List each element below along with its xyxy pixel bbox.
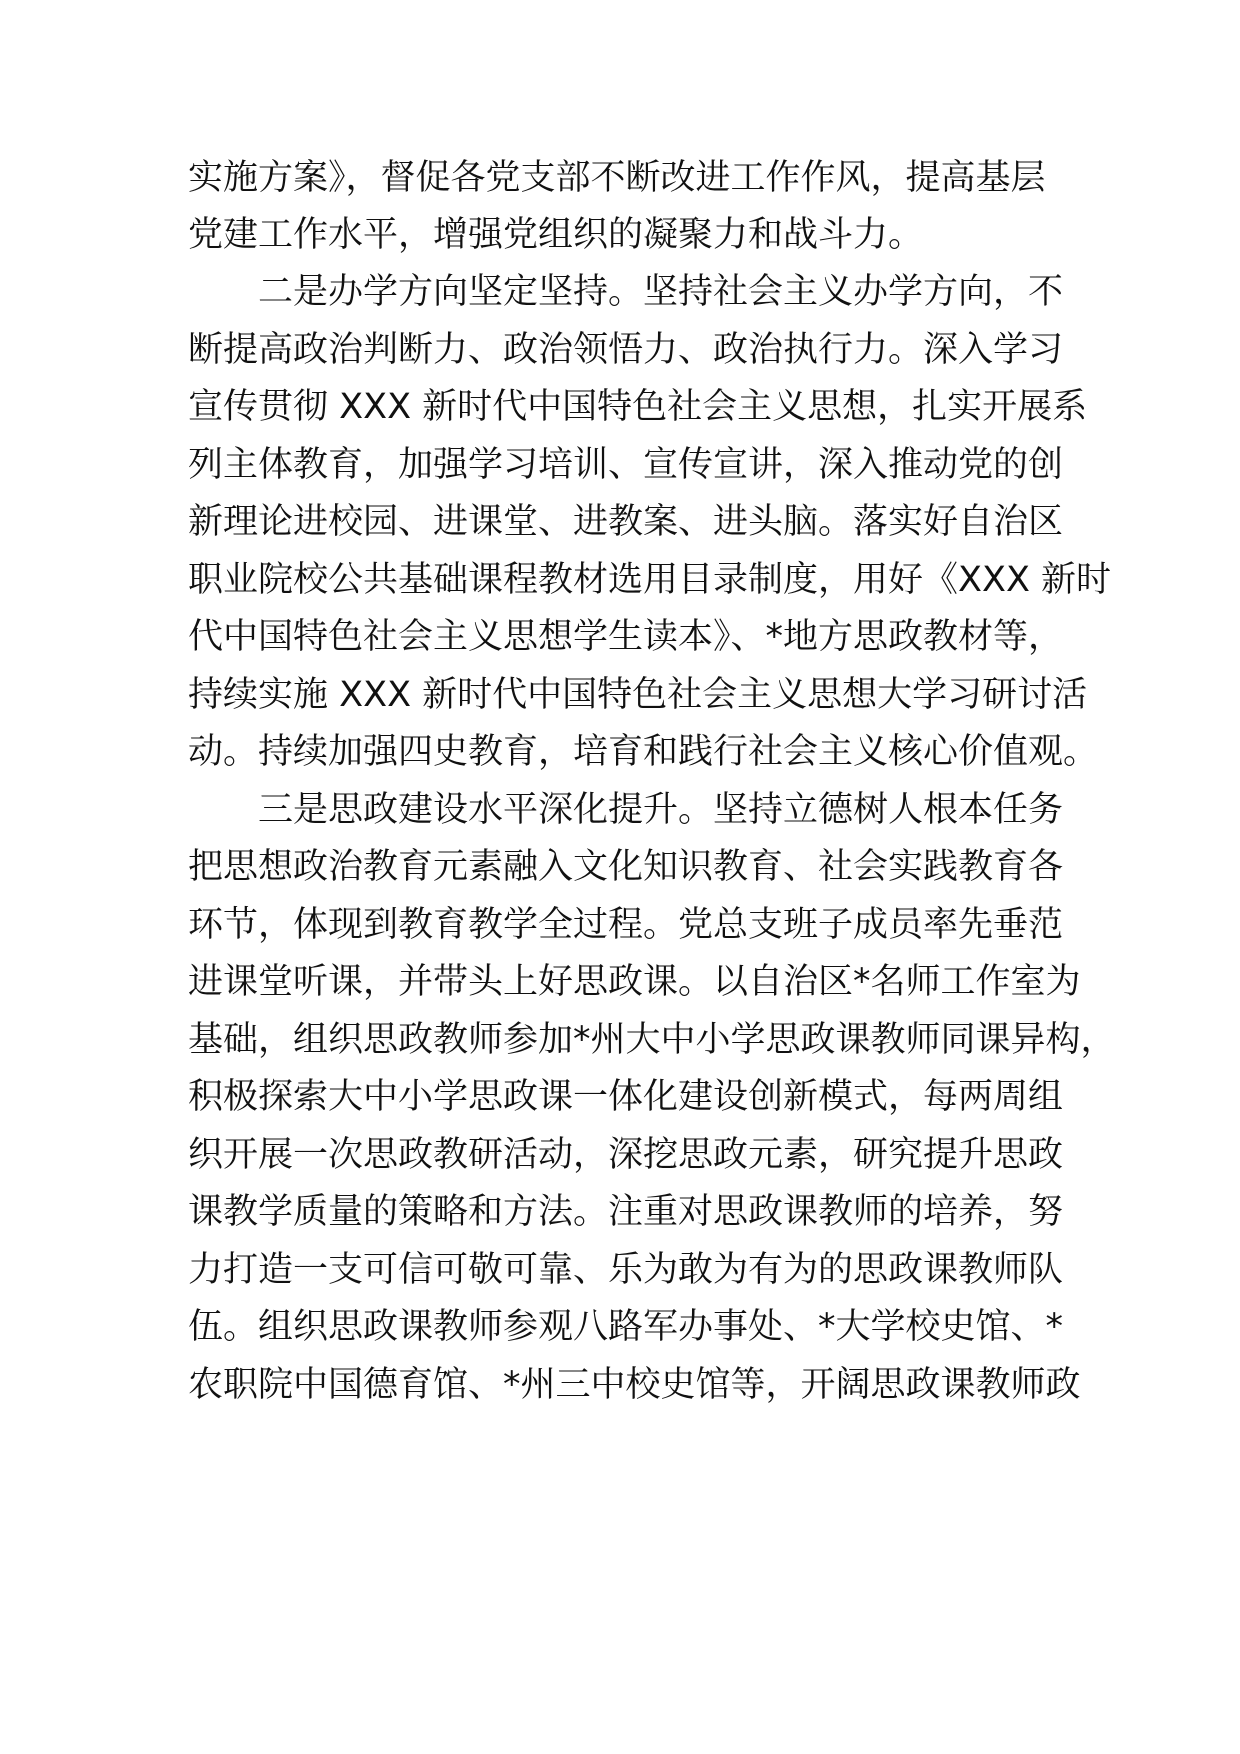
text-line: 课教学质量的策略和方法。注重对思政课教师的培养，努 xyxy=(188,1192,1064,1232)
text-line: 基础，组织思政教师参加*州大中小学思政课教师同课异构， xyxy=(188,1020,1116,1060)
text-line: 断提高政治判断力、政治领悟力、政治执行力。深入学习 xyxy=(188,330,1064,370)
text-line: 进课堂听课，并带头上好思政课。以自治区*名师工作室为 xyxy=(188,962,1081,1002)
text-line: 职业院校公共基础课程教材选用目录制度，用好《XXX 新时 xyxy=(188,560,1112,600)
text-line: 织开展一次思政教研活动，深挖思政元素，研究提升思政 xyxy=(188,1135,1064,1175)
text-line: 动。持续加强四史教育，培育和践行社会主义核心价值观。 xyxy=(188,732,1099,772)
text-line: 积极探索大中小学思政课一体化建设创新模式，每两周组 xyxy=(188,1077,1064,1117)
text-line: 宣传贯彻 XXX 新时代中国特色社会主义思想，扎实开展系 xyxy=(188,387,1088,427)
text-line: 农职院中国德育馆、*州三中校史馆等，开阔思政课教师政 xyxy=(188,1365,1081,1405)
text-line: 列主体教育，加强学习培训、宣传宣讲，深入推动党的创 xyxy=(188,445,1064,485)
paragraph-start-line: 三是思政建设水平深化提升。坚持立德树人根本任务 xyxy=(258,790,1064,830)
text-line: 代中国特色社会主义思想学生读本》、*地方思政教材等， xyxy=(188,617,1064,657)
text-line: 实施方案》，督促各党支部不断改进工作作风，提高基层 xyxy=(188,158,1046,198)
text-line: 党建工作水平，增强党组织的凝聚力和战斗力。 xyxy=(188,215,924,255)
text-line: 伍。组织思政课教师参观八路军办事处、*大学校史馆、* xyxy=(188,1307,1064,1347)
text-line: 把思想政治教育元素融入文化知识教育、社会实践教育各 xyxy=(188,847,1064,887)
text-line: 持续实施 XXX 新时代中国特色社会主义思想大学习研讨活 xyxy=(188,675,1088,715)
text-line: 力打造一支可信可敬可靠、乐为敢为有为的思政课教师队 xyxy=(188,1250,1064,1290)
text-line: 新理论进校园、进课堂、进教案、进头脑。落实好自治区 xyxy=(188,502,1064,542)
paragraph-start-line: 二是办学方向坚定坚持。坚持社会主义办学方向，不 xyxy=(258,272,1064,312)
text-line: 环节，体现到教育教学全过程。党总支班子成员率先垂范 xyxy=(188,905,1064,945)
